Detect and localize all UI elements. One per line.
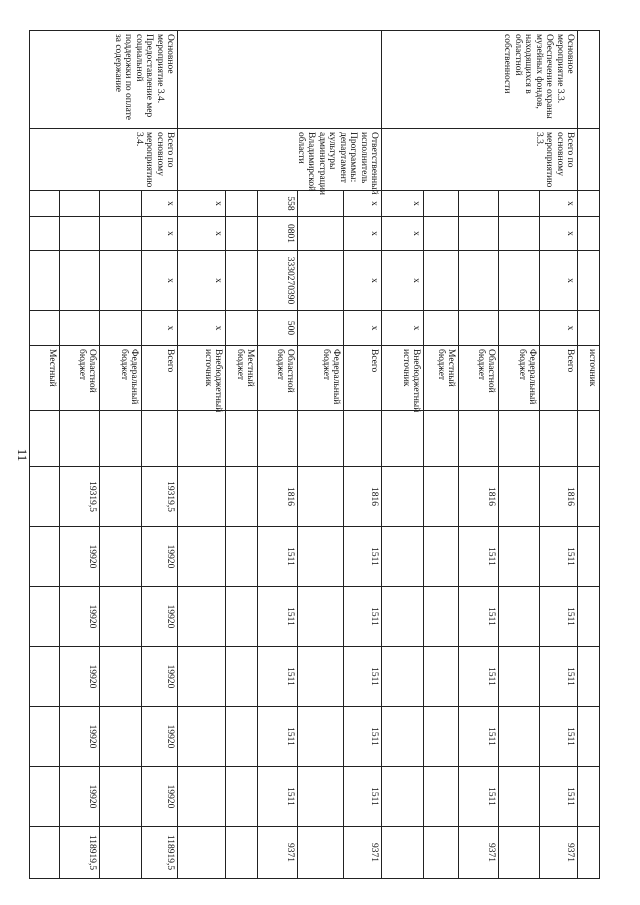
rz-cell <box>100 217 142 251</box>
rz-cell <box>499 217 540 251</box>
source-cell: Внебюджетный источник <box>178 346 226 411</box>
activity-title: Основное мероприятие 3.4. Предоставление мер социальной поддержки по оплате за содержание <box>30 31 178 129</box>
vr-cell <box>226 311 258 346</box>
value-cell <box>382 587 424 647</box>
vr-cell <box>499 311 540 346</box>
vr-cell: х <box>344 311 382 346</box>
csr-cell: 3330270390 <box>258 251 298 311</box>
source-cell: Местный <box>30 346 60 411</box>
value-cell: 1816 <box>540 467 578 527</box>
source-cell: Областной бюджет <box>459 346 499 411</box>
header-cell <box>578 707 600 767</box>
value-cell: 1511 <box>344 647 382 707</box>
vr-cell: х <box>178 311 226 346</box>
value-cell <box>499 587 540 647</box>
value-cell <box>178 411 226 467</box>
vr-cell <box>459 311 499 346</box>
value-cell: 1511 <box>459 527 499 587</box>
rz-cell: х <box>344 217 382 251</box>
value-cell <box>30 767 60 827</box>
value-cell <box>459 411 499 467</box>
rz-cell <box>298 217 344 251</box>
value-cell <box>382 527 424 587</box>
vr-cell: х <box>540 311 578 346</box>
value-cell: 1511 <box>459 587 499 647</box>
value-cell <box>142 411 178 467</box>
value-cell <box>100 767 142 827</box>
total-cell: 9371 <box>540 827 578 879</box>
csr-cell: х <box>344 251 382 311</box>
source-cell: Местный бюджет <box>226 346 258 411</box>
value-cell: 19319,5 <box>60 467 100 527</box>
grbs-cell: 558 <box>258 191 298 217</box>
header-cell <box>578 767 600 827</box>
grbs-cell <box>100 191 142 217</box>
value-cell: 19920 <box>60 767 100 827</box>
rz-cell: х <box>142 217 178 251</box>
value-cell <box>100 707 142 767</box>
total-cell <box>226 827 258 879</box>
header-cell <box>578 647 600 707</box>
source-cell: Всего <box>344 346 382 411</box>
value-cell: 19920 <box>60 527 100 587</box>
value-cell: 1511 <box>459 647 499 707</box>
value-cell: 19920 <box>142 707 178 767</box>
value-cell <box>30 527 60 587</box>
grbs-cell: х <box>540 191 578 217</box>
rz-cell: х <box>382 217 424 251</box>
value-cell <box>298 587 344 647</box>
rz-cell <box>424 217 459 251</box>
rz-cell <box>459 217 499 251</box>
value-cell <box>424 707 459 767</box>
value-cell <box>298 411 344 467</box>
value-cell: 1511 <box>344 707 382 767</box>
value-cell <box>424 767 459 827</box>
value-cell <box>298 707 344 767</box>
value-cell <box>424 527 459 587</box>
value-cell <box>499 527 540 587</box>
value-cell: 1816 <box>459 467 499 527</box>
value-cell <box>178 707 226 767</box>
value-cell: 1511 <box>258 527 298 587</box>
source-cell: Федеральный бюджет <box>100 346 142 411</box>
source-cell: Внебюджетный источник <box>382 346 424 411</box>
value-cell: 19920 <box>142 587 178 647</box>
csr-cell <box>298 251 344 311</box>
total-cell <box>382 827 424 879</box>
grbs-cell <box>459 191 499 217</box>
value-cell <box>178 467 226 527</box>
value-cell: 1511 <box>540 587 578 647</box>
rz-cell <box>226 217 258 251</box>
total-cell: 118919,5 <box>60 827 100 879</box>
csr-cell: х <box>142 251 178 311</box>
total-cell: 9371 <box>258 827 298 879</box>
value-cell <box>226 587 258 647</box>
value-cell <box>226 467 258 527</box>
table-row <box>344 31 382 879</box>
total-cell <box>100 827 142 879</box>
value-cell <box>424 411 459 467</box>
executor-cell: Всего по основному мероприятию 3.4. <box>30 129 178 191</box>
header-cell <box>578 467 600 527</box>
source-cell: Федеральный бюджет <box>499 346 540 411</box>
page-frame <box>47 30 600 878</box>
total-cell <box>298 827 344 879</box>
value-cell <box>226 411 258 467</box>
executor-cell: Ответственный исполнитель Программы: департамент культуры администрации Владимирской области <box>178 129 382 191</box>
value-cell: 1816 <box>344 467 382 527</box>
value-cell <box>540 411 578 467</box>
executor-cell: Всего по основному мероприятию 3.3. <box>382 129 578 191</box>
vr-cell: 500 <box>258 311 298 346</box>
source-cell: Местный бюджет <box>424 346 459 411</box>
value-cell: 1511 <box>540 647 578 707</box>
value-cell: 19319,5 <box>142 467 178 527</box>
value-cell <box>382 467 424 527</box>
value-cell <box>100 587 142 647</box>
value-cell <box>178 767 226 827</box>
grbs-cell: х <box>178 191 226 217</box>
value-cell <box>30 467 60 527</box>
value-cell: 19920 <box>142 767 178 827</box>
value-cell <box>30 587 60 647</box>
rz-cell: х <box>540 217 578 251</box>
header-row <box>578 31 600 879</box>
vr-cell: х <box>382 311 424 346</box>
source-cell: Всего <box>142 346 178 411</box>
value-cell <box>382 767 424 827</box>
value-cell <box>100 647 142 707</box>
value-cell <box>226 707 258 767</box>
value-cell <box>258 411 298 467</box>
rz-cell: х <box>178 217 226 251</box>
value-cell <box>100 527 142 587</box>
value-cell: 1511 <box>540 707 578 767</box>
csr-cell <box>60 251 100 311</box>
value-cell: 1816 <box>258 467 298 527</box>
value-cell <box>298 467 344 527</box>
value-cell <box>499 707 540 767</box>
header-cell <box>578 129 600 191</box>
value-cell <box>226 527 258 587</box>
value-cell <box>424 467 459 527</box>
value-cell <box>499 411 540 467</box>
total-cell <box>499 827 540 879</box>
header-cell <box>578 527 600 587</box>
vr-cell <box>298 311 344 346</box>
value-cell <box>178 587 226 647</box>
csr-cell <box>226 251 258 311</box>
value-cell: 19920 <box>60 647 100 707</box>
grbs-cell <box>60 191 100 217</box>
table-row <box>142 31 178 879</box>
value-cell <box>226 647 258 707</box>
value-cell: 1511 <box>344 527 382 587</box>
value-cell: 1511 <box>258 647 298 707</box>
header-cell <box>578 251 600 311</box>
vr-cell <box>424 311 459 346</box>
value-cell <box>298 527 344 587</box>
source-cell: Областной бюджет <box>258 346 298 411</box>
value-cell: 19920 <box>142 647 178 707</box>
header-cell <box>578 411 600 467</box>
header-cell <box>578 31 600 129</box>
source-cell: Всего <box>540 346 578 411</box>
value-cell <box>100 467 142 527</box>
table-row <box>540 31 578 879</box>
total-cell <box>30 827 60 879</box>
csr-cell <box>30 251 60 311</box>
total-cell: 9371 <box>344 827 382 879</box>
value-cell <box>382 707 424 767</box>
csr-cell <box>100 251 142 311</box>
csr-cell <box>499 251 540 311</box>
vr-cell: х <box>142 311 178 346</box>
value-cell <box>382 647 424 707</box>
value-cell <box>298 767 344 827</box>
value-cell: 1511 <box>258 767 298 827</box>
csr-cell: х <box>540 251 578 311</box>
rz-cell: 0801 <box>258 217 298 251</box>
value-cell: 1511 <box>258 587 298 647</box>
total-cell <box>424 827 459 879</box>
grbs-cell <box>499 191 540 217</box>
value-cell: 19920 <box>60 707 100 767</box>
rotated-table-container <box>47 30 600 878</box>
value-cell: 1511 <box>459 767 499 827</box>
header-cell <box>578 311 600 346</box>
header-cell <box>578 191 600 217</box>
csr-cell <box>424 251 459 311</box>
vr-cell <box>30 311 60 346</box>
value-cell <box>298 647 344 707</box>
csr-cell <box>459 251 499 311</box>
total-cell <box>178 827 226 879</box>
value-cell: 1511 <box>540 527 578 587</box>
header-cell <box>578 587 600 647</box>
value-cell: 1511 <box>258 707 298 767</box>
source-cell: Областной бюджет <box>60 346 100 411</box>
vr-cell <box>100 311 142 346</box>
value-cell: 1511 <box>540 767 578 827</box>
value-cell <box>424 587 459 647</box>
source-header: источник <box>578 346 600 411</box>
budget-table <box>29 30 600 879</box>
activity-title: Основное мероприятие 3.3. Обеспечение охраны музейных фондов, находящихся в областной собственности <box>382 31 578 129</box>
value-cell: 1511 <box>459 707 499 767</box>
value-cell <box>499 467 540 527</box>
activity-title <box>178 31 382 129</box>
grbs-cell: х <box>142 191 178 217</box>
value-cell <box>382 411 424 467</box>
value-cell <box>344 411 382 467</box>
source-cell: Федеральный бюджет <box>298 346 344 411</box>
value-cell <box>30 411 60 467</box>
total-cell: 9371 <box>459 827 499 879</box>
value-cell: 1511 <box>344 767 382 827</box>
grbs-cell <box>226 191 258 217</box>
value-cell <box>60 411 100 467</box>
value-cell: 19920 <box>60 587 100 647</box>
vr-cell <box>60 311 100 346</box>
value-cell: 19920 <box>142 527 178 587</box>
grbs-cell <box>424 191 459 217</box>
rz-cell <box>30 217 60 251</box>
value-cell: 1511 <box>344 587 382 647</box>
value-cell <box>178 527 226 587</box>
page-number: 11 <box>15 448 30 462</box>
csr-cell: х <box>382 251 424 311</box>
grbs-cell: х <box>344 191 382 217</box>
value-cell <box>30 647 60 707</box>
grbs-cell <box>30 191 60 217</box>
header-cell <box>578 217 600 251</box>
total-cell: 118919,5 <box>142 827 178 879</box>
value-cell <box>424 647 459 707</box>
value-cell <box>30 707 60 767</box>
header-cell <box>578 827 600 879</box>
value-cell <box>499 767 540 827</box>
value-cell <box>226 767 258 827</box>
grbs-cell: х <box>382 191 424 217</box>
value-cell <box>178 647 226 707</box>
csr-cell: х <box>178 251 226 311</box>
rz-cell <box>60 217 100 251</box>
value-cell <box>499 647 540 707</box>
value-cell <box>100 411 142 467</box>
